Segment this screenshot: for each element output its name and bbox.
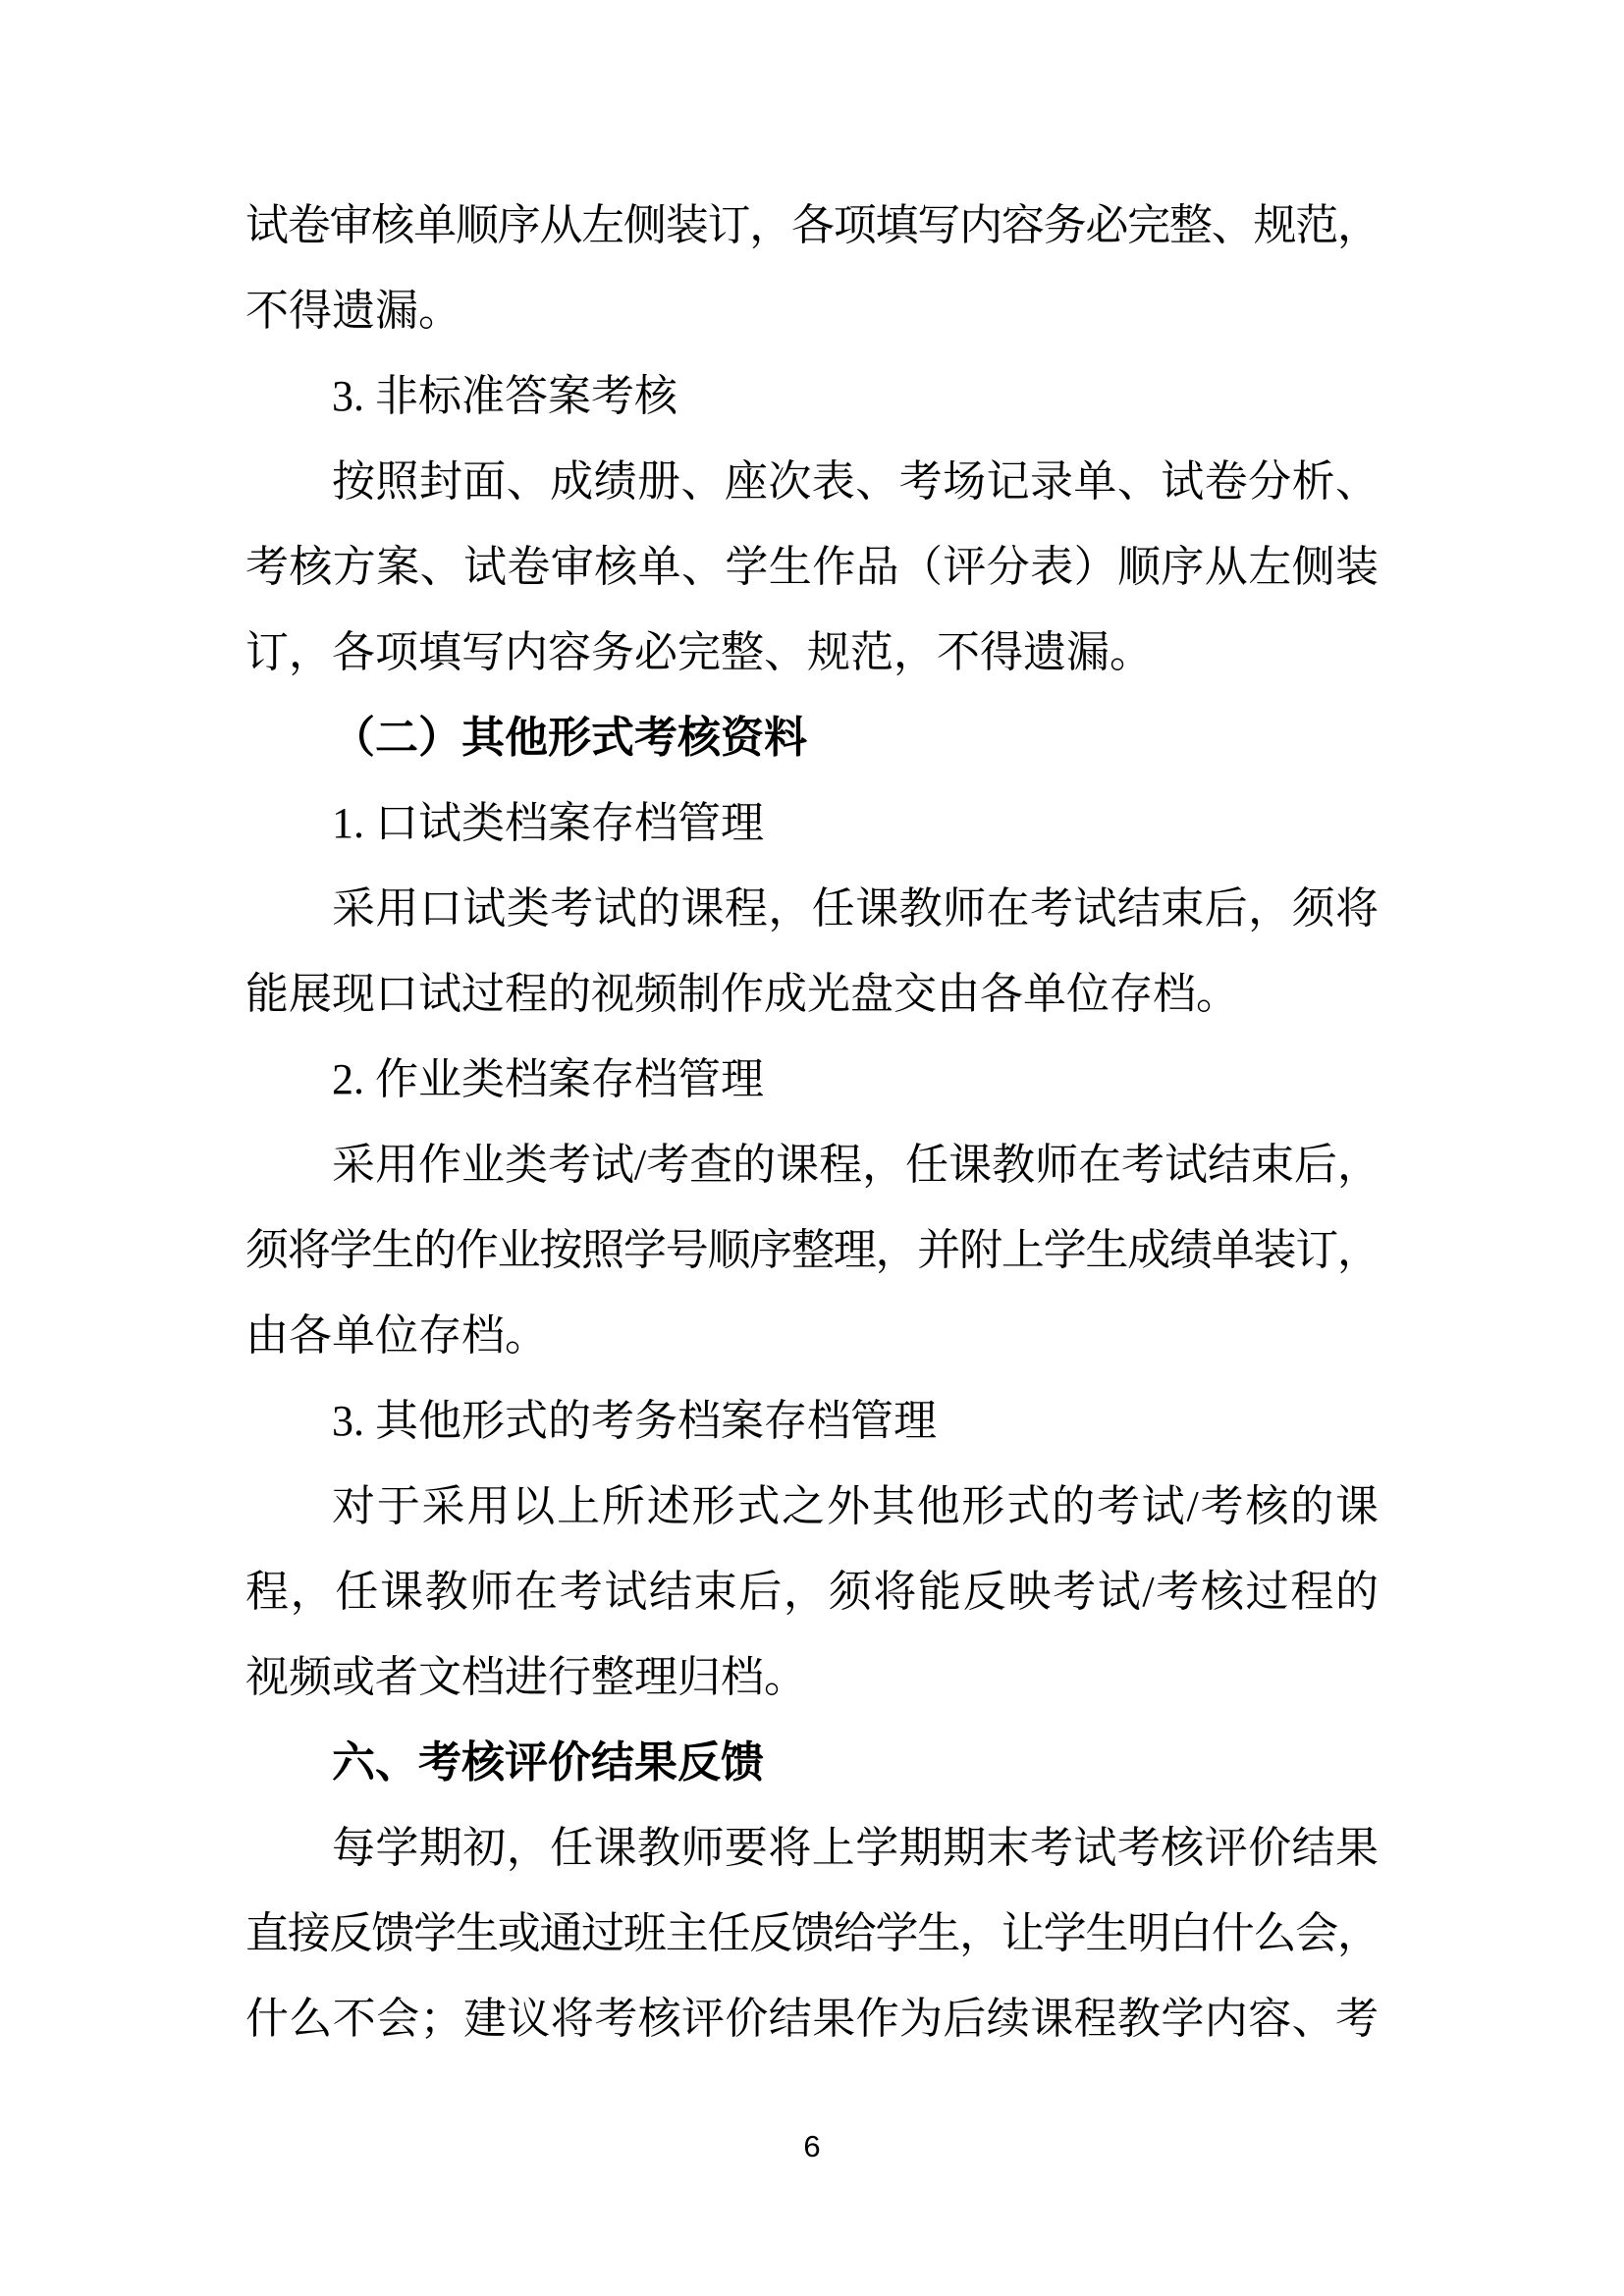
section-heading: 六、考核评价结果反馈 [332,1738,764,1787]
text-line: 试卷审核单顺序从左侧装订，各项填写内容务必完整、规范， [245,201,1379,249]
text-line: 程，任课教师在考试结束后，须将能反映考试/考核过程的 [245,1568,1379,1616]
text-line: 按照封面、成绩册、座次表、考场记录单、试卷分析、 [332,457,1379,506]
page-number: 6 [803,2129,821,2163]
list-item-heading: 2. 作业类档案存档管理 [332,1055,764,1103]
text-line: 对于采用以上所述形式之外其他形式的考试/考核的课 [332,1482,1379,1530]
text-line: 由各单位存档。 [245,1311,548,1360]
text-line: 采用作业类考试/考查的课程，任课教师在考试结束后， [332,1141,1379,1189]
list-item-heading: 3. 其他形式的考务档案存档管理 [332,1397,937,1445]
text-line: 采用口试类考试的课程，任课教师在考试结束后，须将 [332,884,1379,933]
text-line: 每学期初，任课教师要将上学期期末考试考核评价结果 [332,1824,1379,1872]
list-item-heading: 3. 非标准答案考核 [332,372,677,420]
text-line: 不得遗漏。 [245,287,461,335]
document-body [245,183,1379,2061]
text-line: 什么不会；建议将考核评价结果作为后续课程教学内容、考 [245,1995,1379,2043]
text-line: 能展现口试过程的视频制作成光盘交由各单位存档。 [245,970,1239,1018]
text-line: 考核方案、试卷审核单、学生作品（评分表）顺序从左侧装 [245,543,1379,591]
text-line: 订，各项填写内容务必完整、规范，不得遗漏。 [245,628,1153,676]
text-line: 直接反馈学生或通过班主任反馈给学生，让学生明白什么会， [245,1909,1379,1957]
section-heading: （二）其他形式考核资料 [332,714,807,762]
list-item-heading: 1. 口试类档案存档管理 [332,799,764,847]
text-line: 视频或者文档进行整理归档。 [245,1653,807,1701]
text-line: 须将学生的作业按照学号顺序整理，并附上学生成绩单装订， [245,1226,1379,1274]
